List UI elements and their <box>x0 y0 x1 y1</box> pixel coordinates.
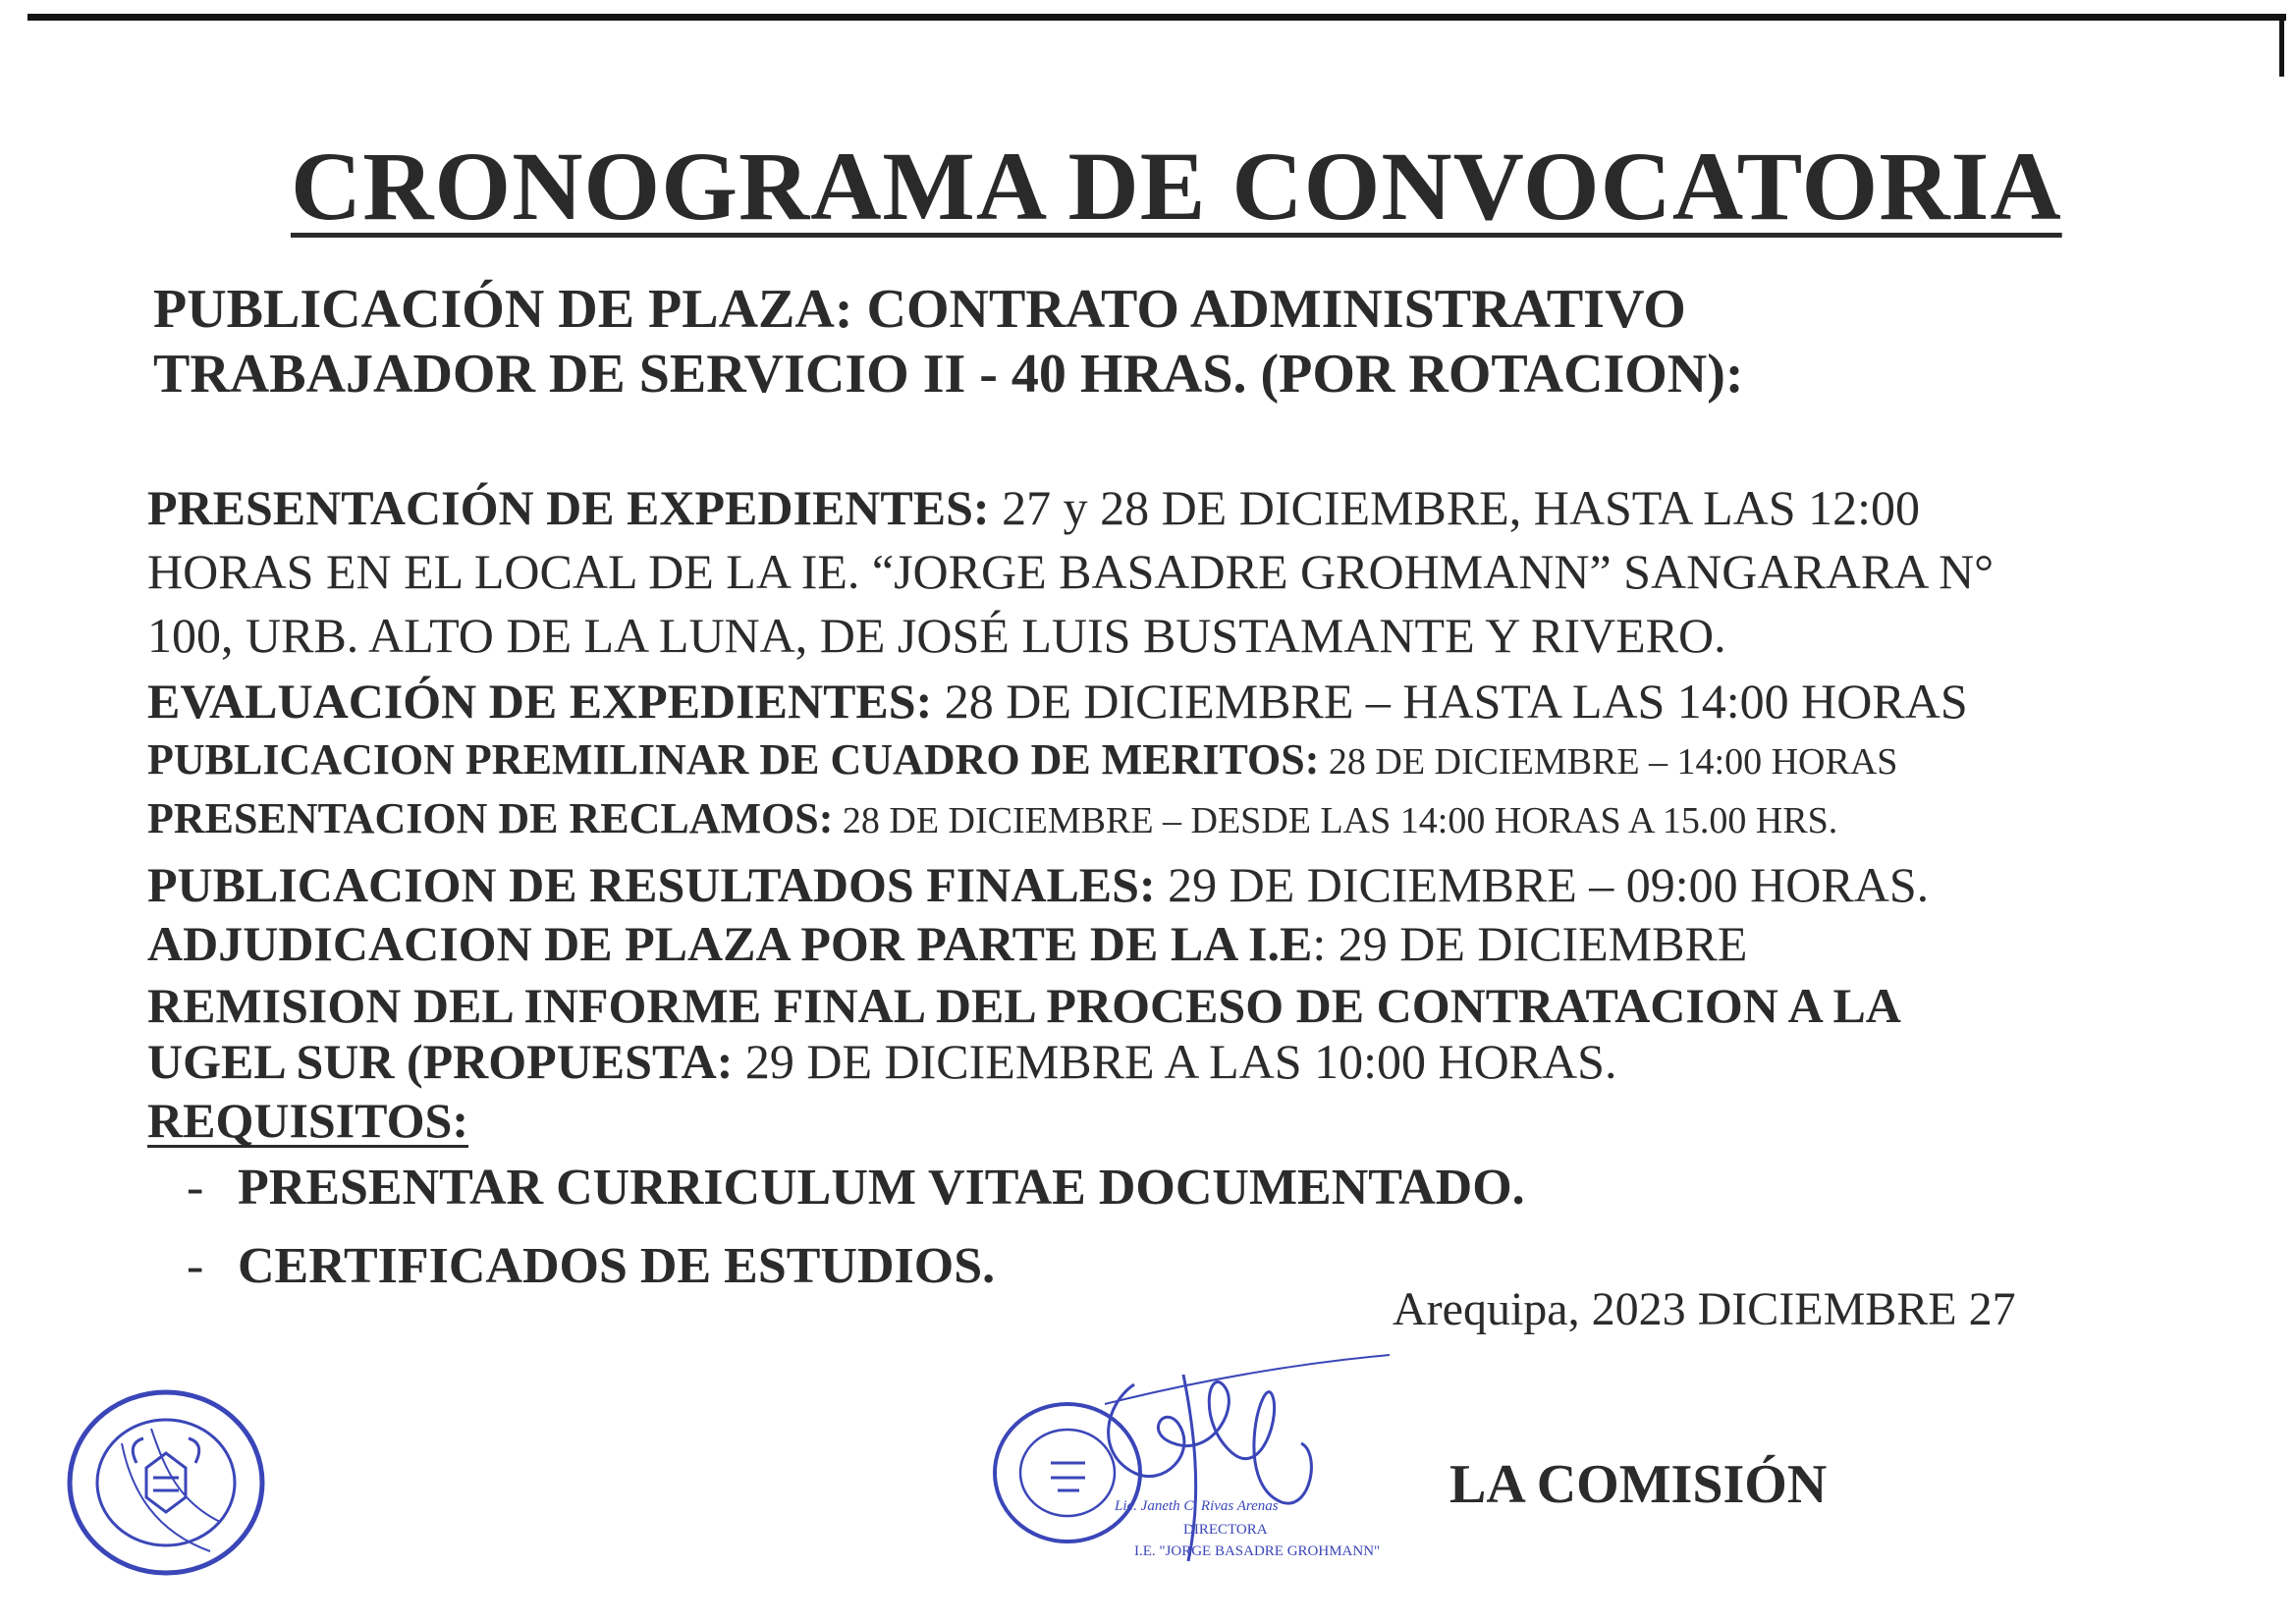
requisitos-heading: REQUISITOS: <box>147 1093 468 1148</box>
place-date: Arequipa, 2023 DICIEMBRE 27 <box>1393 1283 2016 1335</box>
resultados-label: PUBLICACION DE RESULTADOS FINALES: <box>147 857 1156 912</box>
subtitle-line-1: PUBLICACIÓN DE PLAZA: CONTRATO ADMINISTRATIVO <box>153 279 1686 340</box>
remision-line-1: REMISION DEL INFORME FINAL DEL PROCESO DE CONTRATACION A LA <box>147 978 1901 1033</box>
evaluacion-row <box>147 673 1968 730</box>
remision-label: UGEL SUR (PROPUESTA: <box>147 1034 734 1089</box>
remision-row <box>147 1033 1616 1090</box>
presentacion-value: 27 y 28 DE DICIEMBRE, HASTA LAS 12:00 <box>989 480 1920 535</box>
evaluacion-label: EVALUACIÓN DE EXPEDIENTES: <box>147 674 933 729</box>
bullet-dash: - <box>187 1238 204 1294</box>
adjudicacion-label: ADJUDICACION DE PLAZA POR PARTE DE LA I.E <box>147 916 1313 971</box>
signature-caption-2: DIRECTORA <box>1183 1522 1268 1538</box>
resultados-row <box>147 856 1929 913</box>
right-border-mark <box>2279 18 2284 77</box>
premilinar-row <box>147 734 1897 784</box>
reclamos-label: PRESENTACION DE RECLAMOS: <box>147 794 834 842</box>
requisito-item <box>187 1227 1525 1306</box>
reclamos-row <box>147 793 1837 843</box>
presentacion-line-2: HORAS EN EL LOCAL DE LA IE. “JORGE BASADRE GROHMANN” SANGARARA N° <box>147 544 1995 599</box>
requisitos-list <box>187 1149 1525 1306</box>
reclamos-value: 28 DE DICIEMBRE – DESDE LAS 14:00 HORAS A 15.00 HRS. <box>833 800 1838 841</box>
remision-value: 29 DE DICIEMBRE A LAS 10:00 HORAS. <box>733 1034 1617 1089</box>
page-title: CRONOGRAMA DE CONVOCATORIA <box>291 132 2062 241</box>
subtitle <box>153 277 1744 406</box>
requisito-item <box>187 1149 1525 1227</box>
evaluacion-value: 28 DE DICIEMBRE – HASTA LAS 14:00 HORAS <box>932 674 1968 729</box>
presentacion-row <box>147 479 1920 536</box>
director-seal-signature <box>987 1345 1399 1581</box>
adjudicacion-value: : 29 DE DICIEMBRE <box>1312 916 1748 971</box>
ugel-seal-stamp <box>63 1384 269 1581</box>
premilinar-value: 28 DE DICIEMBRE – 14:00 HORAS <box>1319 741 1898 783</box>
presentacion-line-3: 100, URB. ALTO DE LA LUNA, DE JOSÉ LUIS BUSTAMANTE Y RIVERO. <box>147 608 1726 663</box>
premilinar-label: PUBLICACION PREMILINAR DE CUADRO DE MERITOS: <box>147 735 1320 784</box>
school-seal-outer <box>995 1404 1140 1542</box>
requisito-text: CERTIFICADOS DE ESTUDIOS. <box>238 1238 996 1294</box>
top-border-line <box>27 14 2286 21</box>
presentacion-label: PRESENTACIÓN DE EXPEDIENTES: <box>147 480 990 535</box>
school-seal-inner <box>1020 1430 1115 1516</box>
commission-signoff: LA COMISIÓN <box>1449 1454 1828 1515</box>
subtitle-line-2: TRABAJADOR DE SERVICIO II - 40 HRAS. (POR ROTACION): <box>153 344 1744 405</box>
signature-caption-3: I.E. "JORGE BASADRE GROHMANN" <box>1134 1543 1381 1559</box>
adjudicacion-row <box>147 915 1747 972</box>
signature-caption-1: Lic. Janeth C. Rivas Arenas <box>1115 1498 1279 1514</box>
bullet-dash: - <box>187 1160 204 1216</box>
requisito-text: PRESENTAR CURRICULUM VITAE DOCUMENTADO. <box>238 1160 1525 1216</box>
seal-center-lines <box>1051 1463 1085 1490</box>
resultados-value: 29 DE DICIEMBRE – 09:00 HORAS. <box>1155 857 1930 912</box>
